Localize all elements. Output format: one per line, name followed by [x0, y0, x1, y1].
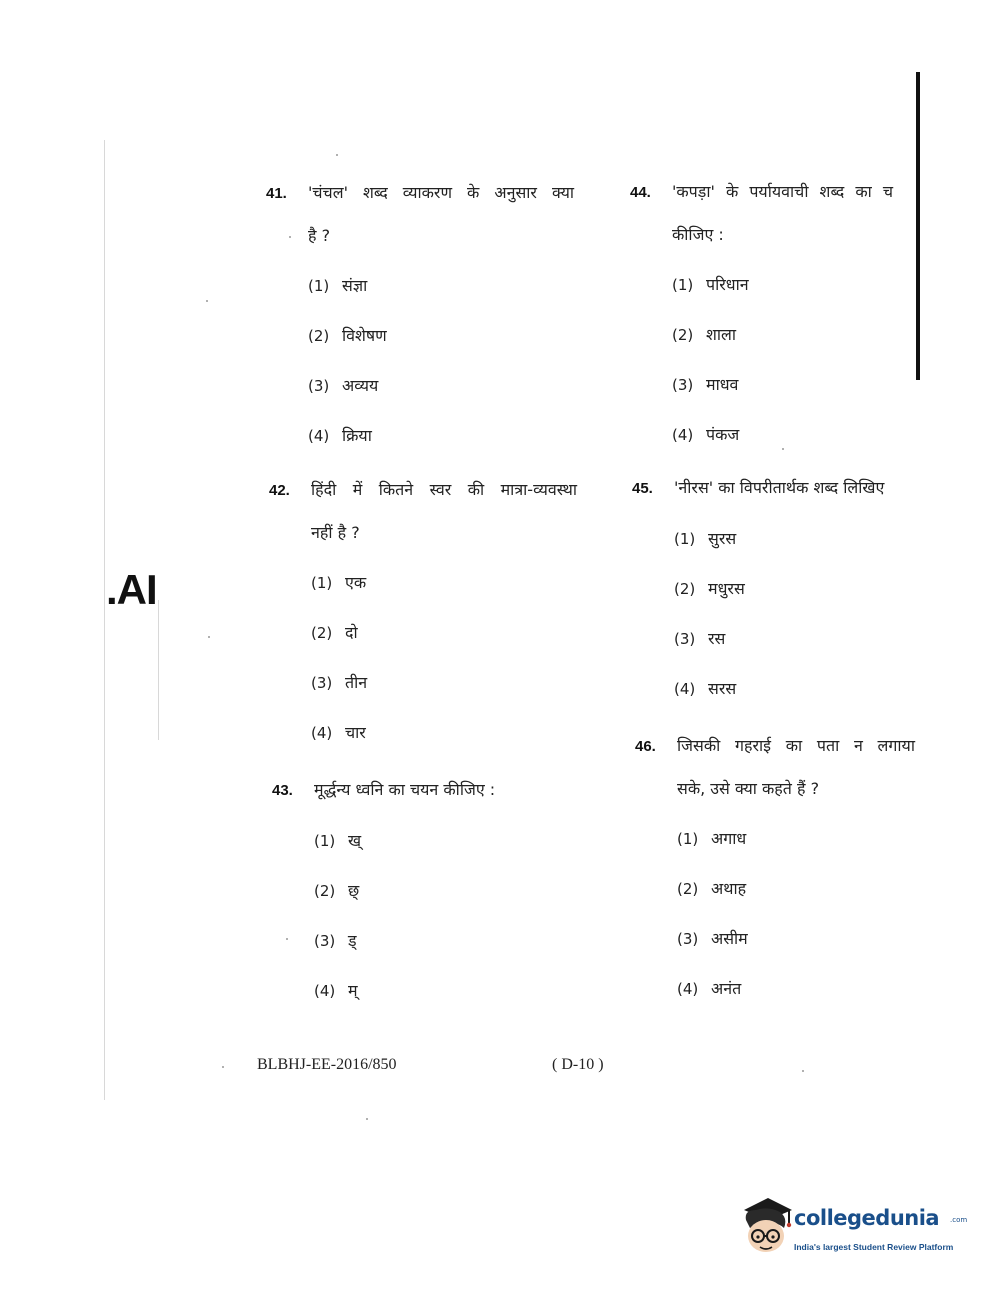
option-list	[674, 528, 922, 728]
question-text-continued: कीजिए :	[672, 225, 724, 244]
option-number: (2)	[677, 880, 699, 898]
option	[314, 830, 532, 880]
option-number: (3)	[311, 674, 333, 692]
option-text: संज्ञा	[342, 276, 368, 295]
option-list	[314, 830, 532, 1030]
question-text-continued: सके, उसे क्या कहते हैं ?	[677, 779, 820, 798]
scan-speck	[336, 154, 338, 156]
question-text-continued: है ?	[308, 226, 331, 245]
collegedunia-logo[interactable]	[738, 1196, 968, 1262]
option-text: सरस	[708, 679, 737, 698]
option-number: (3)	[677, 930, 699, 948]
question-41	[266, 182, 574, 475]
option-number: (1)	[311, 574, 333, 592]
option-number: (3)	[674, 630, 696, 648]
option	[308, 375, 574, 425]
question-number: 45.	[632, 480, 653, 497]
option-number: (4)	[677, 980, 699, 998]
option	[311, 572, 577, 622]
scan-edge-line-left	[104, 140, 105, 1100]
option-text: चार	[345, 723, 366, 742]
question-number: 43.	[272, 782, 293, 799]
option	[674, 628, 922, 678]
scan-edge-line-inner	[158, 600, 159, 740]
option-number: (2)	[314, 882, 336, 900]
option-text: तीन	[345, 673, 368, 692]
student-mascot-icon	[738, 1196, 796, 1262]
question-text: 'नीरस' का विपरीतार्थक शब्द लिखिए	[674, 478, 885, 497]
option-text: रस	[708, 629, 726, 648]
option-number: (4)	[314, 982, 336, 1000]
option-number: (3)	[672, 376, 694, 394]
option	[672, 374, 920, 424]
option-text: विशेषण	[342, 326, 387, 345]
option-number: (4)	[311, 724, 333, 742]
option-text: म्	[348, 981, 358, 1000]
question-number: 41.	[266, 185, 287, 202]
option	[672, 424, 920, 474]
option-number: (2)	[672, 326, 694, 344]
option-number: (2)	[311, 624, 333, 642]
option	[677, 878, 915, 928]
question-45	[632, 477, 922, 728]
option-text: पंकज	[706, 425, 740, 444]
option-text: दो	[345, 623, 358, 642]
option-list	[308, 275, 574, 475]
scan-speck	[206, 300, 208, 302]
option-text: असीम	[711, 929, 748, 948]
question-text-continued: नहीं है ?	[311, 523, 360, 542]
question-46	[635, 735, 915, 1028]
page-number: ( D-10 )	[552, 1056, 604, 1073]
option-text: मधुरस	[708, 579, 745, 598]
question-text: मूर्द्धन्य ध्वनि का चयन कीजिए :	[314, 780, 496, 799]
option	[311, 722, 577, 772]
question-text: जिसकी गहराई का पता न लगाया	[677, 736, 915, 755]
logo-suffix: .com	[950, 1216, 968, 1224]
option	[672, 324, 920, 374]
option-number: (1)	[677, 830, 699, 848]
option-number: (2)	[308, 327, 330, 345]
option-list	[677, 828, 915, 1028]
option	[677, 828, 915, 878]
option	[308, 275, 574, 325]
option-text: छ्	[348, 881, 360, 900]
question-number: 44.	[630, 184, 651, 201]
option-text: अथाह	[711, 879, 747, 898]
option	[677, 978, 915, 1028]
question-number: 46.	[635, 738, 656, 755]
option-text: सुरस	[708, 529, 737, 548]
option-text: शाला	[706, 325, 737, 344]
option	[677, 928, 915, 978]
question-text: 'कपड़ा' के पर्यायवाची शब्द का च	[672, 182, 894, 201]
option-text: अगाध	[711, 829, 747, 848]
scan-speck	[208, 636, 210, 638]
option-number: (1)	[308, 277, 330, 295]
option-number: (3)	[314, 932, 336, 950]
option-list	[672, 274, 920, 474]
option	[674, 678, 922, 728]
booklet-code: BLBHJ-EE-2016/850	[257, 1056, 397, 1073]
option	[308, 325, 574, 375]
option-list	[311, 572, 577, 772]
option-text: परिधान	[706, 275, 749, 294]
option	[672, 274, 920, 324]
question-number: 42.	[269, 482, 290, 499]
option-text: क्रिया	[342, 426, 372, 445]
option	[674, 528, 922, 578]
option-text: माधव	[706, 375, 739, 394]
option-number: (4)	[674, 680, 696, 698]
option	[314, 980, 532, 1030]
question-44	[630, 181, 920, 474]
option	[311, 672, 577, 722]
question-43	[272, 779, 532, 1030]
option-number: (1)	[672, 276, 694, 294]
option-text: अव्यय	[342, 376, 379, 395]
option	[308, 425, 574, 475]
option-number: (2)	[674, 580, 696, 598]
option-text: ख्	[348, 831, 362, 850]
question-42	[269, 479, 577, 772]
scan-speck	[802, 1070, 804, 1072]
option-text: एक	[345, 573, 367, 592]
option	[314, 930, 532, 980]
scan-speck	[222, 1066, 224, 1068]
logo-wordmark: collegedunia	[794, 1206, 940, 1230]
option	[674, 578, 922, 628]
question-text: हिंदी में कितने स्वर की मात्रा-व्यवस्था	[311, 480, 577, 499]
logo-tagline: India's largest Student Review Platform	[794, 1242, 954, 1252]
question-text: 'चंचल' शब्द व्याकरण के अनुसार क्या	[308, 183, 574, 202]
option	[314, 880, 532, 930]
margin-text-fragment: .AI	[106, 566, 157, 613]
option	[311, 622, 577, 672]
option-number: (3)	[308, 377, 330, 395]
option-number: (1)	[674, 530, 696, 548]
option-text: अनंत	[711, 979, 742, 998]
option-number: (4)	[672, 426, 694, 444]
option-number: (4)	[308, 427, 330, 445]
option-text: ड्	[348, 931, 357, 950]
option-number: (1)	[314, 832, 336, 850]
scan-speck	[366, 1118, 368, 1120]
